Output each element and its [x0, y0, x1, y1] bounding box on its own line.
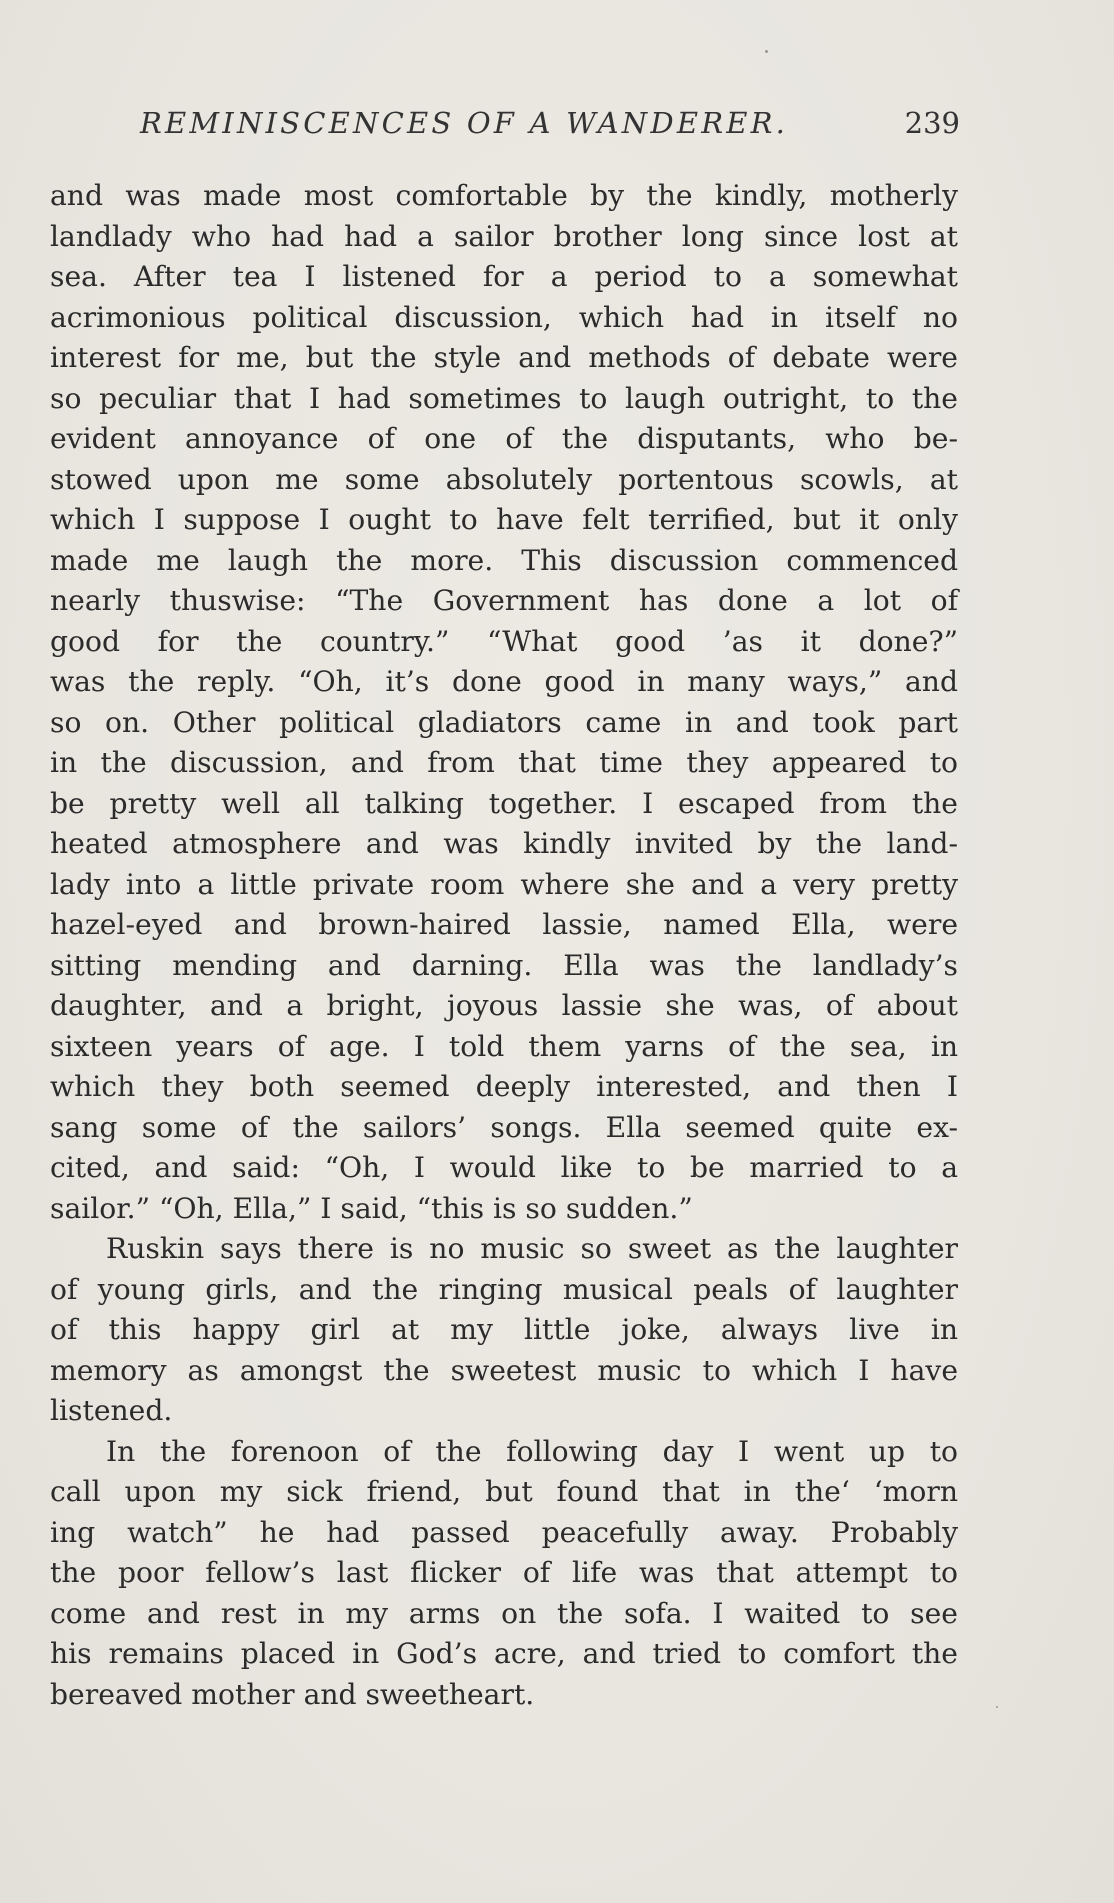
text-line: cited, and said: “Oh, I would like to be married to a — [50, 1151, 958, 1184]
text-line: good for the country.” “What good ’as it done?” — [50, 624, 958, 658]
text-line: ing watch” he had passed peacefully away. Probably — [50, 1515, 958, 1549]
running-title: REMINISCENCES OF A WANDERER. — [140, 106, 789, 140]
text-line: in the discussion, and from that time they appeared to — [50, 746, 958, 779]
text-line: In the forenoon of the following day I went up to — [106, 1434, 958, 1468]
paper-speck — [765, 50, 768, 53]
text-line: hazel-eyed and brown-haired lassie, named Ella, were — [50, 908, 958, 941]
text-line: listened. — [50, 1394, 173, 1427]
text-line: so peculiar that I had sometimes to laugh outright, to the — [50, 381, 958, 415]
text-line: bereaved mother and sweetheart. — [50, 1677, 535, 1711]
paragraph-2 — [50, 1229, 958, 1432]
text-line: sang some of the sailors’ songs. Ella seemed quite ex- — [50, 1110, 958, 1144]
text-line: of this happy girl at my little joke, always live in — [50, 1313, 958, 1346]
page-body — [50, 176, 958, 1715]
text-line: acrimonious political discussion, which had in itself no — [50, 300, 958, 334]
text-line: sitting mending and darning. Ella was the landlady’s — [50, 948, 958, 982]
text-line: and was made most comfortable by the kindly, motherly — [50, 179, 958, 212]
page-header — [140, 106, 960, 146]
page-number: 239 — [904, 106, 960, 140]
text-line: sea. After tea I listened for a period to a somewhat — [50, 260, 958, 293]
text-line: memory as amongst the sweetest music to which I have — [50, 1353, 958, 1387]
text-line: stowed upon me some absolutely portentous scowls, at — [50, 462, 958, 496]
text-line: come and rest in my arms on the sofa. I waited to see — [50, 1596, 958, 1630]
text-line: sailor.” “Oh, Ella,” I said, “this is so sudden.” — [50, 1191, 693, 1225]
text-line: call upon my sick friend, but found that in the‘ ‘morn — [50, 1475, 958, 1508]
text-line: landlady who had had a sailor brother long since lost at — [50, 219, 958, 253]
text-line: the poor fellow’s last flicker of life was that attempt to — [50, 1556, 958, 1589]
text-line: was the reply. “Oh, it’s done good in many ways,” and — [50, 665, 958, 698]
text-line: of young girls, and the ringing musical peals of laughter — [50, 1272, 958, 1306]
text-line: his remains placed in God’s acre, and tried to comfort the — [50, 1637, 958, 1670]
text-line: which they both seemed deeply interested, and then I — [50, 1070, 958, 1103]
paragraph-3 — [50, 1432, 958, 1716]
text-line: which I suppose I ought to have felt terrified, but it only — [50, 503, 958, 536]
text-line: sixteen years of age. I told them yarns of the sea, in — [50, 1029, 958, 1063]
text-line: daughter, and a bright, joyous lassie she was, of about — [50, 989, 958, 1022]
text-line: interest for me, but the style and methods of debate were — [50, 341, 958, 374]
text-line: heated atmosphere and was kindly invited by the land- — [50, 827, 958, 860]
text-line: Ruskin says there is no music so sweet as the laughter — [106, 1232, 958, 1265]
text-line: lady into a little private room where she and a very pretty — [50, 867, 958, 901]
text-line: so on. Other political gladiators came in and took part — [50, 705, 958, 739]
text-line: nearly thuswise: “The Government has done a lot of — [50, 584, 958, 617]
text-line: evident annoyance of one of the disputants, who be- — [50, 422, 958, 455]
text-line: be pretty well all talking together. I escaped from the — [50, 786, 958, 820]
paragraph-1 — [50, 176, 958, 1229]
paper-speck — [996, 1706, 998, 1708]
text-line: made me laugh the more. This discussion commenced — [50, 543, 958, 577]
